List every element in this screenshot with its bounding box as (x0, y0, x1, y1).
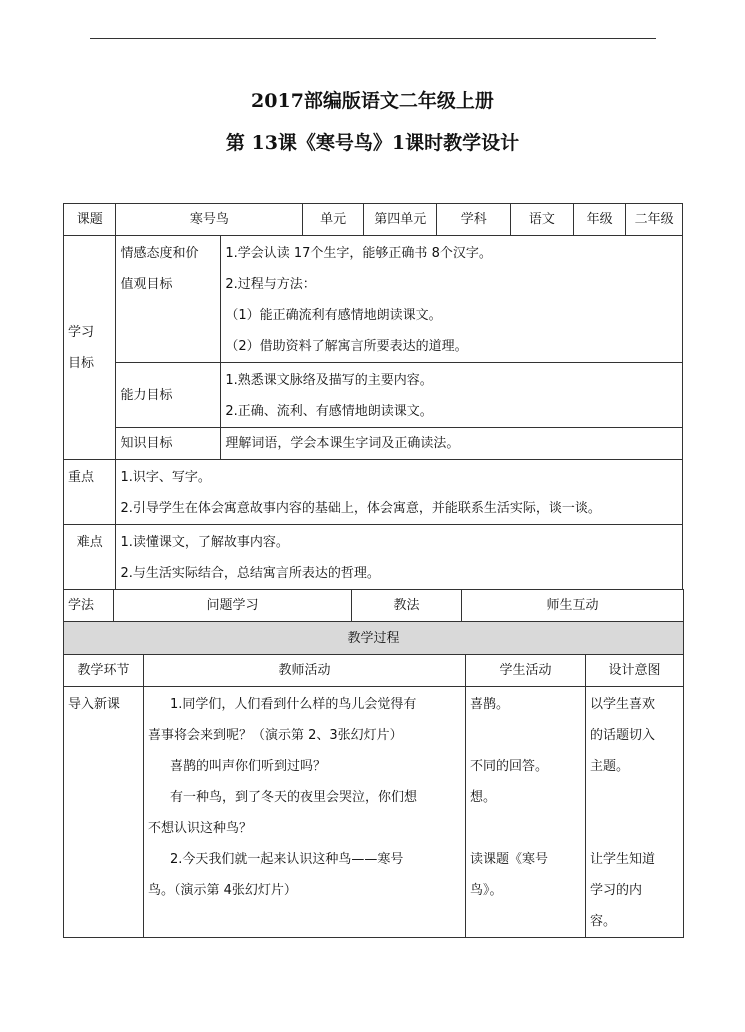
document-title: 2017部编版语文二年级上册 (251, 90, 494, 112)
unit-label: 单元 (303, 204, 364, 236)
process-table (63, 621, 684, 938)
goals-label: 学习 目标 (64, 236, 116, 460)
difficulties-content: 1.读懂课文，了解故事内容。 2.与生活实际结合，总结寓言所表达的哲理。 (116, 525, 683, 590)
study-method-value: 问题学习 (114, 590, 352, 622)
course-value: 寒号鸟 (116, 204, 303, 236)
grade-value: 二年级 (626, 204, 683, 236)
course-label: 课题 (64, 204, 116, 236)
process-column-header: 设计意图 (586, 655, 684, 687)
subject-label: 学科 (437, 204, 510, 236)
process-column-header: 教师活动 (144, 655, 466, 687)
emotion-goal-content: 1.学会认读 17个生字，能够正确书 8个汉字。 2.过程与方法： （1）能正确流利有感情地朗读课文。 （2）借助资料了解寓言所要表达的道理。 (221, 236, 683, 363)
lesson-plan-table (63, 203, 684, 938)
teach-method-label: 教法 (352, 590, 462, 622)
key-points-content: 1.识字、写字。 2.引导学生在体会寓意故事内容的基础上，体会寓意，并能联系生活实际，谈一谈。 (116, 460, 683, 525)
methods-table (63, 589, 684, 622)
teacher-activity: 1.同学们，人们看到什么样的鸟儿会觉得有 喜事将会来到呢？（演示第 2、3张幻灯片） 喜鹊的叫声你们听到过吗？ 有一种鸟，到了冬天的夜里会哭泣，你们想 不想认识这种鸟？ 2.今天我们就一起来认识这种鸟——寒号 鸟。（演示第 4张幻灯片） (144, 687, 466, 938)
process-column-header: 教学环节 (64, 655, 144, 687)
design-intent: 以学生喜欢 的话题切入 主题。 让学生知道 学习的内 容。 (586, 687, 684, 938)
header-rule (90, 38, 656, 39)
process-column-header: 学生活动 (466, 655, 586, 687)
teach-method-value: 师生互动 (462, 590, 684, 622)
emotion-goal-label: 情感态度和价 值观目标 (116, 236, 221, 363)
knowledge-goal-content: 理解词语，学会本课生字词及正确读法。 (221, 428, 683, 460)
info-table (63, 203, 683, 590)
unit-value: 第四单元 (364, 204, 437, 236)
subject-value: 语文 (510, 204, 573, 236)
process-heading: 教学过程 (64, 622, 684, 655)
ability-goal-label: 能力目标 (116, 363, 221, 428)
knowledge-goal-label: 知识目标 (116, 428, 221, 460)
study-method-label: 学法 (64, 590, 114, 622)
lesson-title: 第 13课《寒号鸟》1课时教学设计 (225, 132, 520, 154)
student-activity: 喜鹊。 不同的回答。 想。 读课题《寒号 鸟》。 (466, 687, 586, 938)
ability-goal-content: 1.熟悉课文脉络及描写的主要内容。 2.正确、流利、有感情地朗读课文。 (221, 363, 683, 428)
key-points-label: 重点 (64, 460, 116, 525)
process-stage: 导入新课 (64, 687, 144, 938)
difficulties-label: 难点 (64, 525, 116, 590)
grade-label: 年级 (573, 204, 625, 236)
